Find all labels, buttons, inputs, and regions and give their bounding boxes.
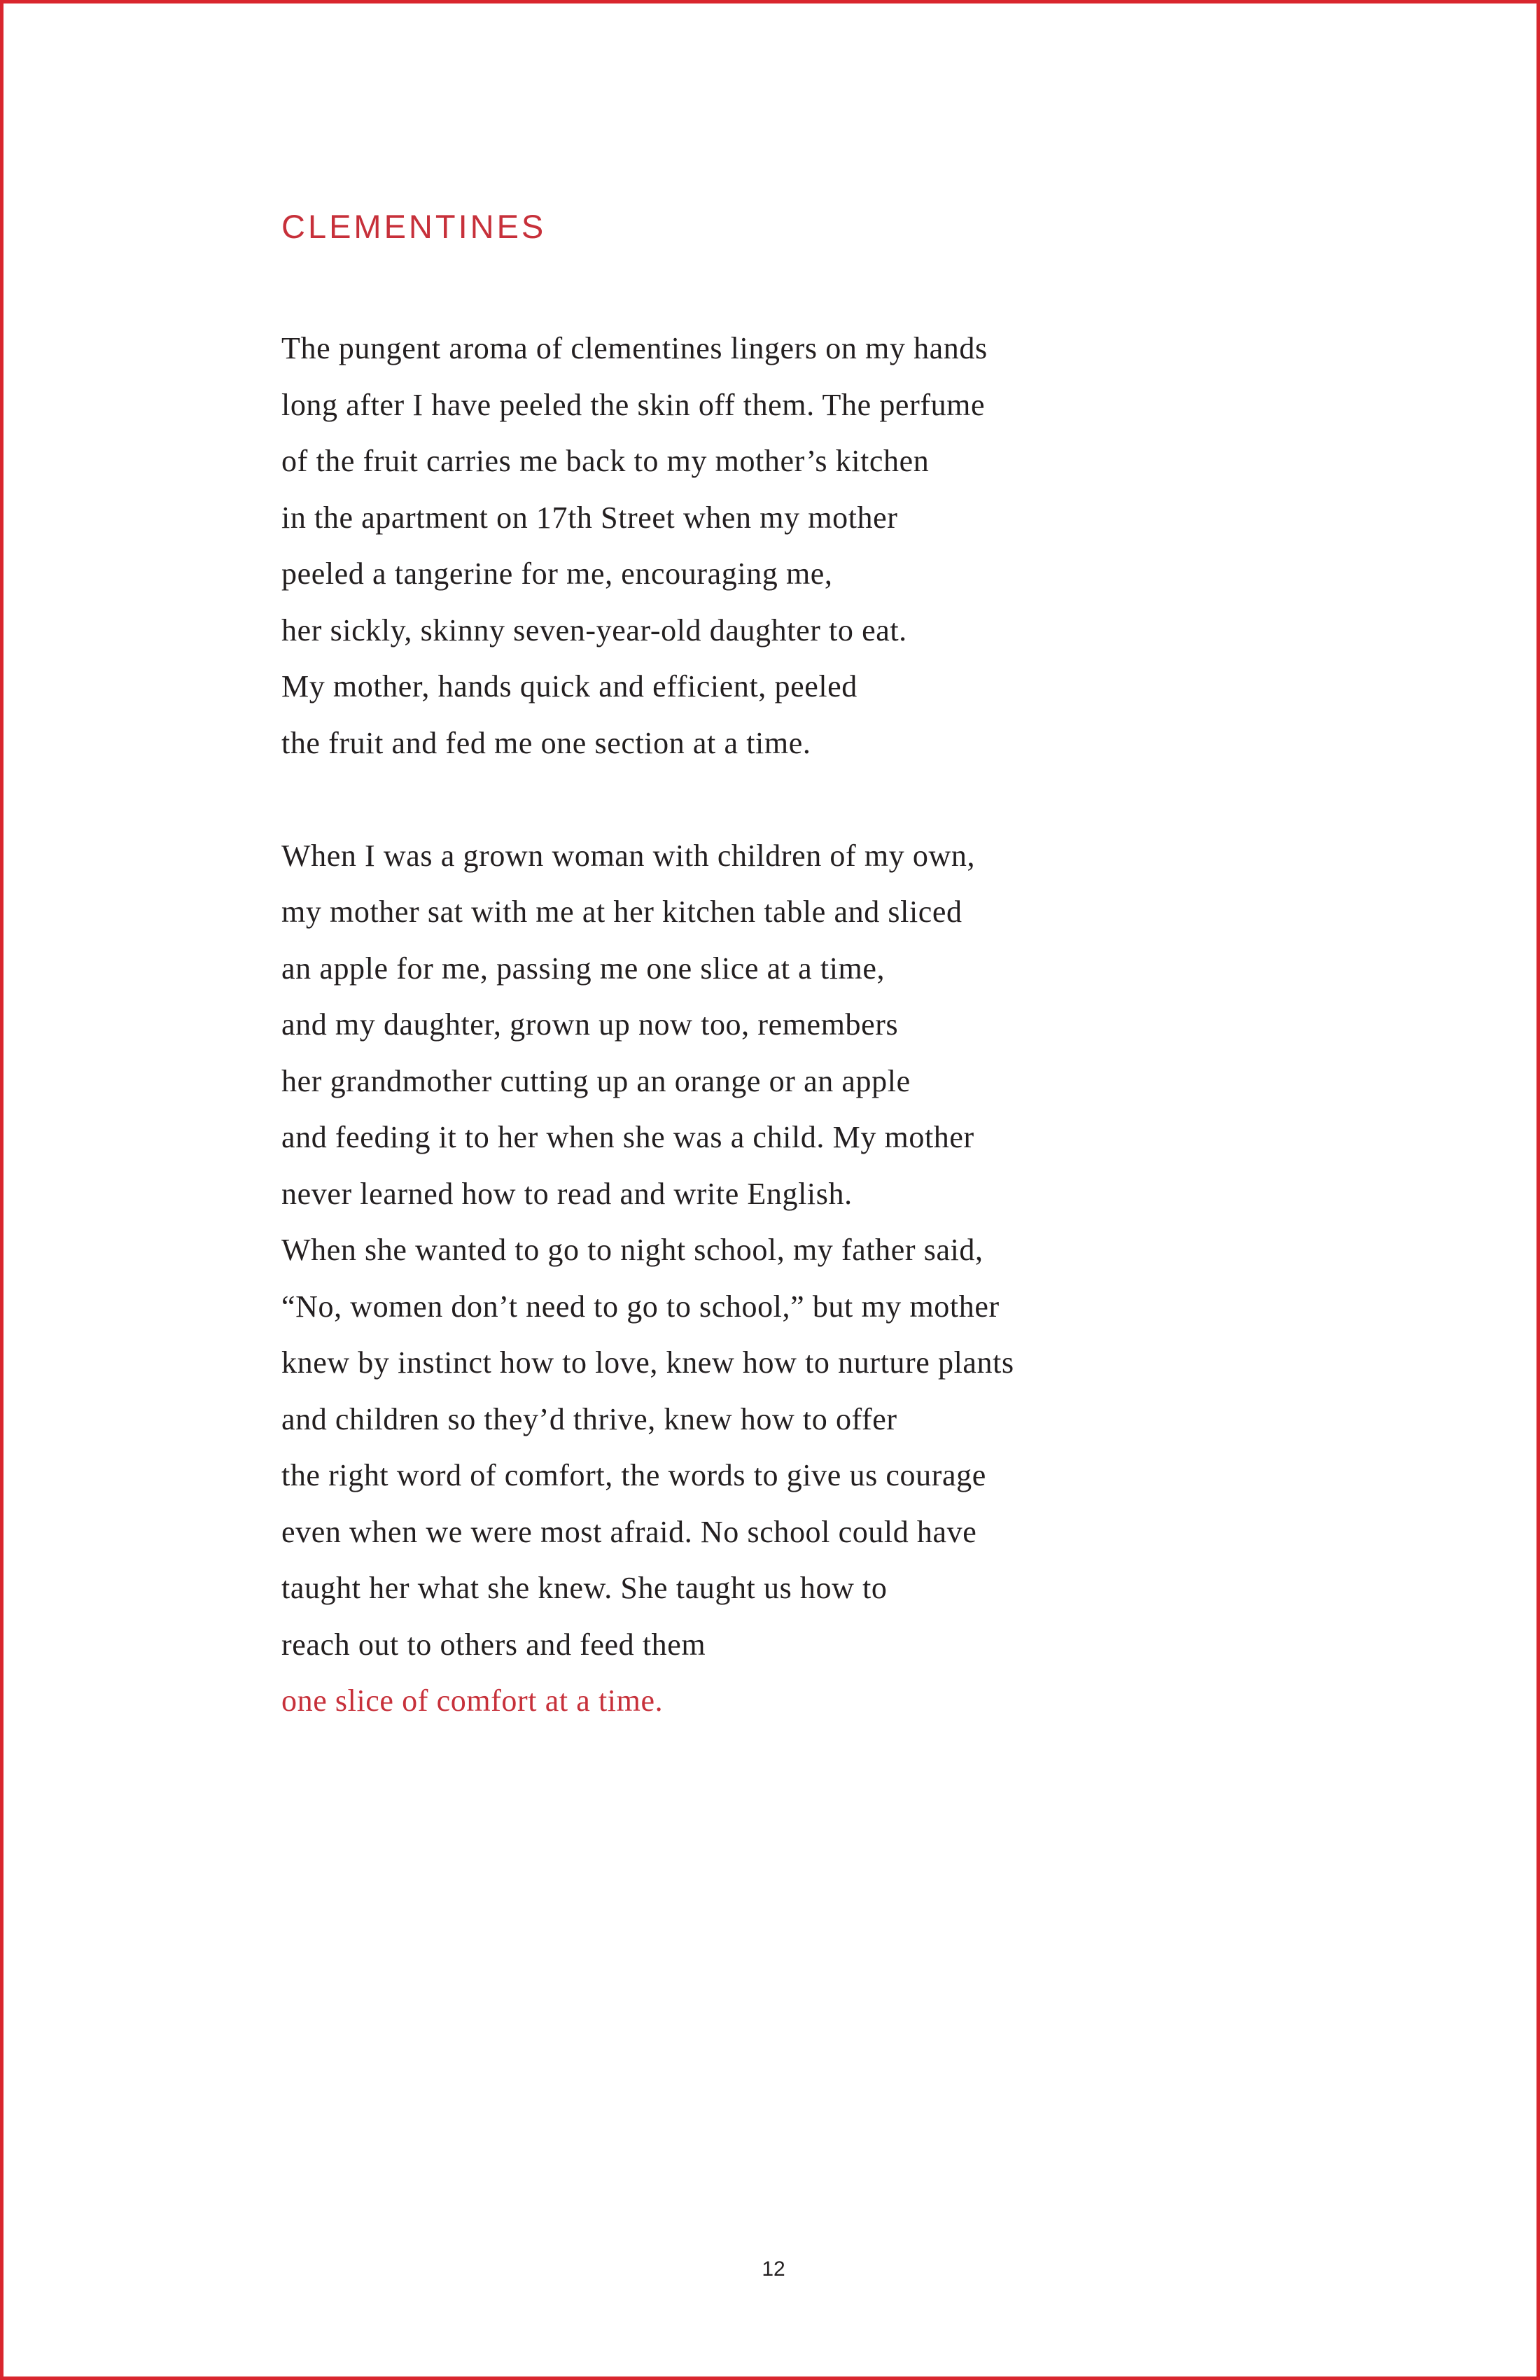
stanza-2 <box>281 833 1471 1735</box>
poem-line: “No, women don’t need to go to school,” but my mother <box>281 1289 1000 1324</box>
poem-line: knew by instinct how to love, knew how to nurture plants <box>281 1345 1014 1380</box>
poem-body <box>281 326 1471 1735</box>
poem-line: reach out to others and feed them <box>281 1627 706 1662</box>
poem-line: the right word of comfort, the words to give us courage <box>281 1458 986 1492</box>
poem-title: CLEMENTINES <box>281 208 547 245</box>
poem-line: and my daughter, grown up now too, remembers <box>281 1007 899 1042</box>
page-number: 12 <box>762 2258 785 2281</box>
poem-line: My mother, hands quick and efficient, peeled <box>281 669 858 704</box>
poem-line: even when we were most afraid. No school could have <box>281 1514 977 1549</box>
poem-closing-line: one slice of comfort at a time. <box>281 1684 664 1718</box>
poem-line: taught her what she knew. She taught us how to <box>281 1571 888 1605</box>
poem-line: When I was a grown woman with children of my own, <box>281 838 976 873</box>
poem-line: peeled a tangerine for me, encouraging me, <box>281 556 833 591</box>
poem-line: her grandmother cutting up an orange or an apple <box>281 1063 911 1098</box>
poem-line: in the apartment on 17th Street when my mother <box>281 500 898 535</box>
poem-line: an apple for me, passing me one slice at a time, <box>281 951 886 986</box>
poem-line: the fruit and fed me one section at a time. <box>281 725 811 760</box>
poem-line: her sickly, skinny seven-year-old daughter to eat. <box>281 612 907 648</box>
poem-line: my mother sat with me at her kitchen table and sliced <box>281 895 962 929</box>
poem-line: of the fruit carries me back to my mother’s kitchen <box>281 444 930 478</box>
poem-line: When she wanted to go to night school, my father said, <box>281 1233 983 1267</box>
poem-line: long after I have peeled the skin off them. The perfume <box>281 387 986 422</box>
poem-line: The pungent aroma of clementines lingers on my hands <box>281 331 988 365</box>
poem-line: and children so they’d thrive, knew how to offer <box>281 1401 897 1436</box>
poem-line: never learned how to read and write English. <box>281 1176 853 1211</box>
poem-line: and feeding it to her when she was a child. My mother <box>281 1120 974 1154</box>
stanza-1 <box>281 326 1471 776</box>
